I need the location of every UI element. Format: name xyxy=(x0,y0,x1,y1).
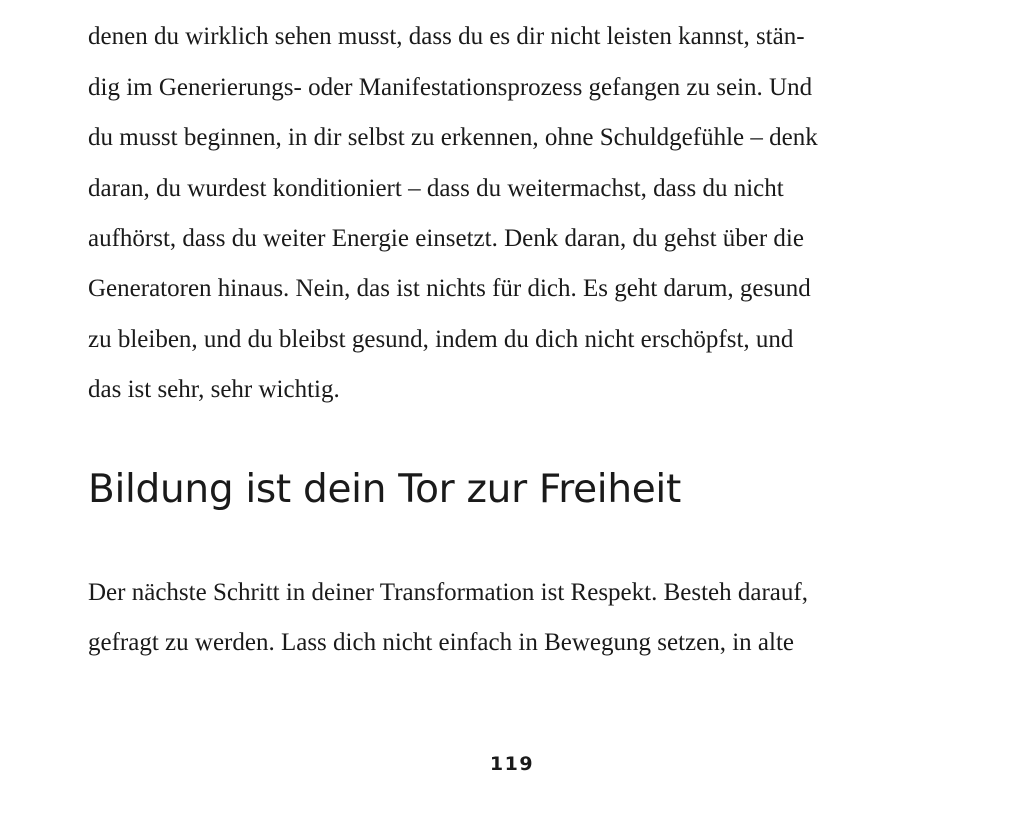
text-line: das ist sehr, sehr wichtig. xyxy=(88,376,340,404)
text-line: dig im Generierungs- oder Manifestationsprozess gefangen zu sein. Und xyxy=(88,73,813,101)
body-paragraph xyxy=(88,568,968,669)
text-line: du musst beginnen, in dir selbst zu erkennen, ohne Schuldgefühle – denk xyxy=(88,124,818,152)
text-line: Generatoren hinaus. Nein, das ist nichts für dich. Es geht darum, gesund xyxy=(88,275,811,303)
page-number: 119 xyxy=(489,753,535,775)
body-paragraph xyxy=(88,0,968,416)
text-line: aufhörst, dass du weiter Energie einsetzt. Denk daran, du gehst über die xyxy=(88,224,804,252)
text-line xyxy=(88,0,968,12)
text-line: Der nächste Schritt in deiner Transformation ist Respekt. Besteh darauf, xyxy=(88,579,808,606)
text-line: denen du wirklich sehen musst, dass du es dir nicht leisten kannst, stän- xyxy=(88,23,805,51)
text-line: gefragt zu werden. Lass dich nicht einfach in Bewegung setzen, in alte xyxy=(88,629,794,657)
section-heading: Bildung ist dein Tor zur Freiheit xyxy=(88,467,681,512)
text-line: zu bleiben, und du bleibst gesund, indem du dich nicht erschöpfst, und xyxy=(88,325,794,353)
text-line: daran, du wurdest konditioniert – dass du weitermachst, dass du nicht xyxy=(88,174,784,202)
